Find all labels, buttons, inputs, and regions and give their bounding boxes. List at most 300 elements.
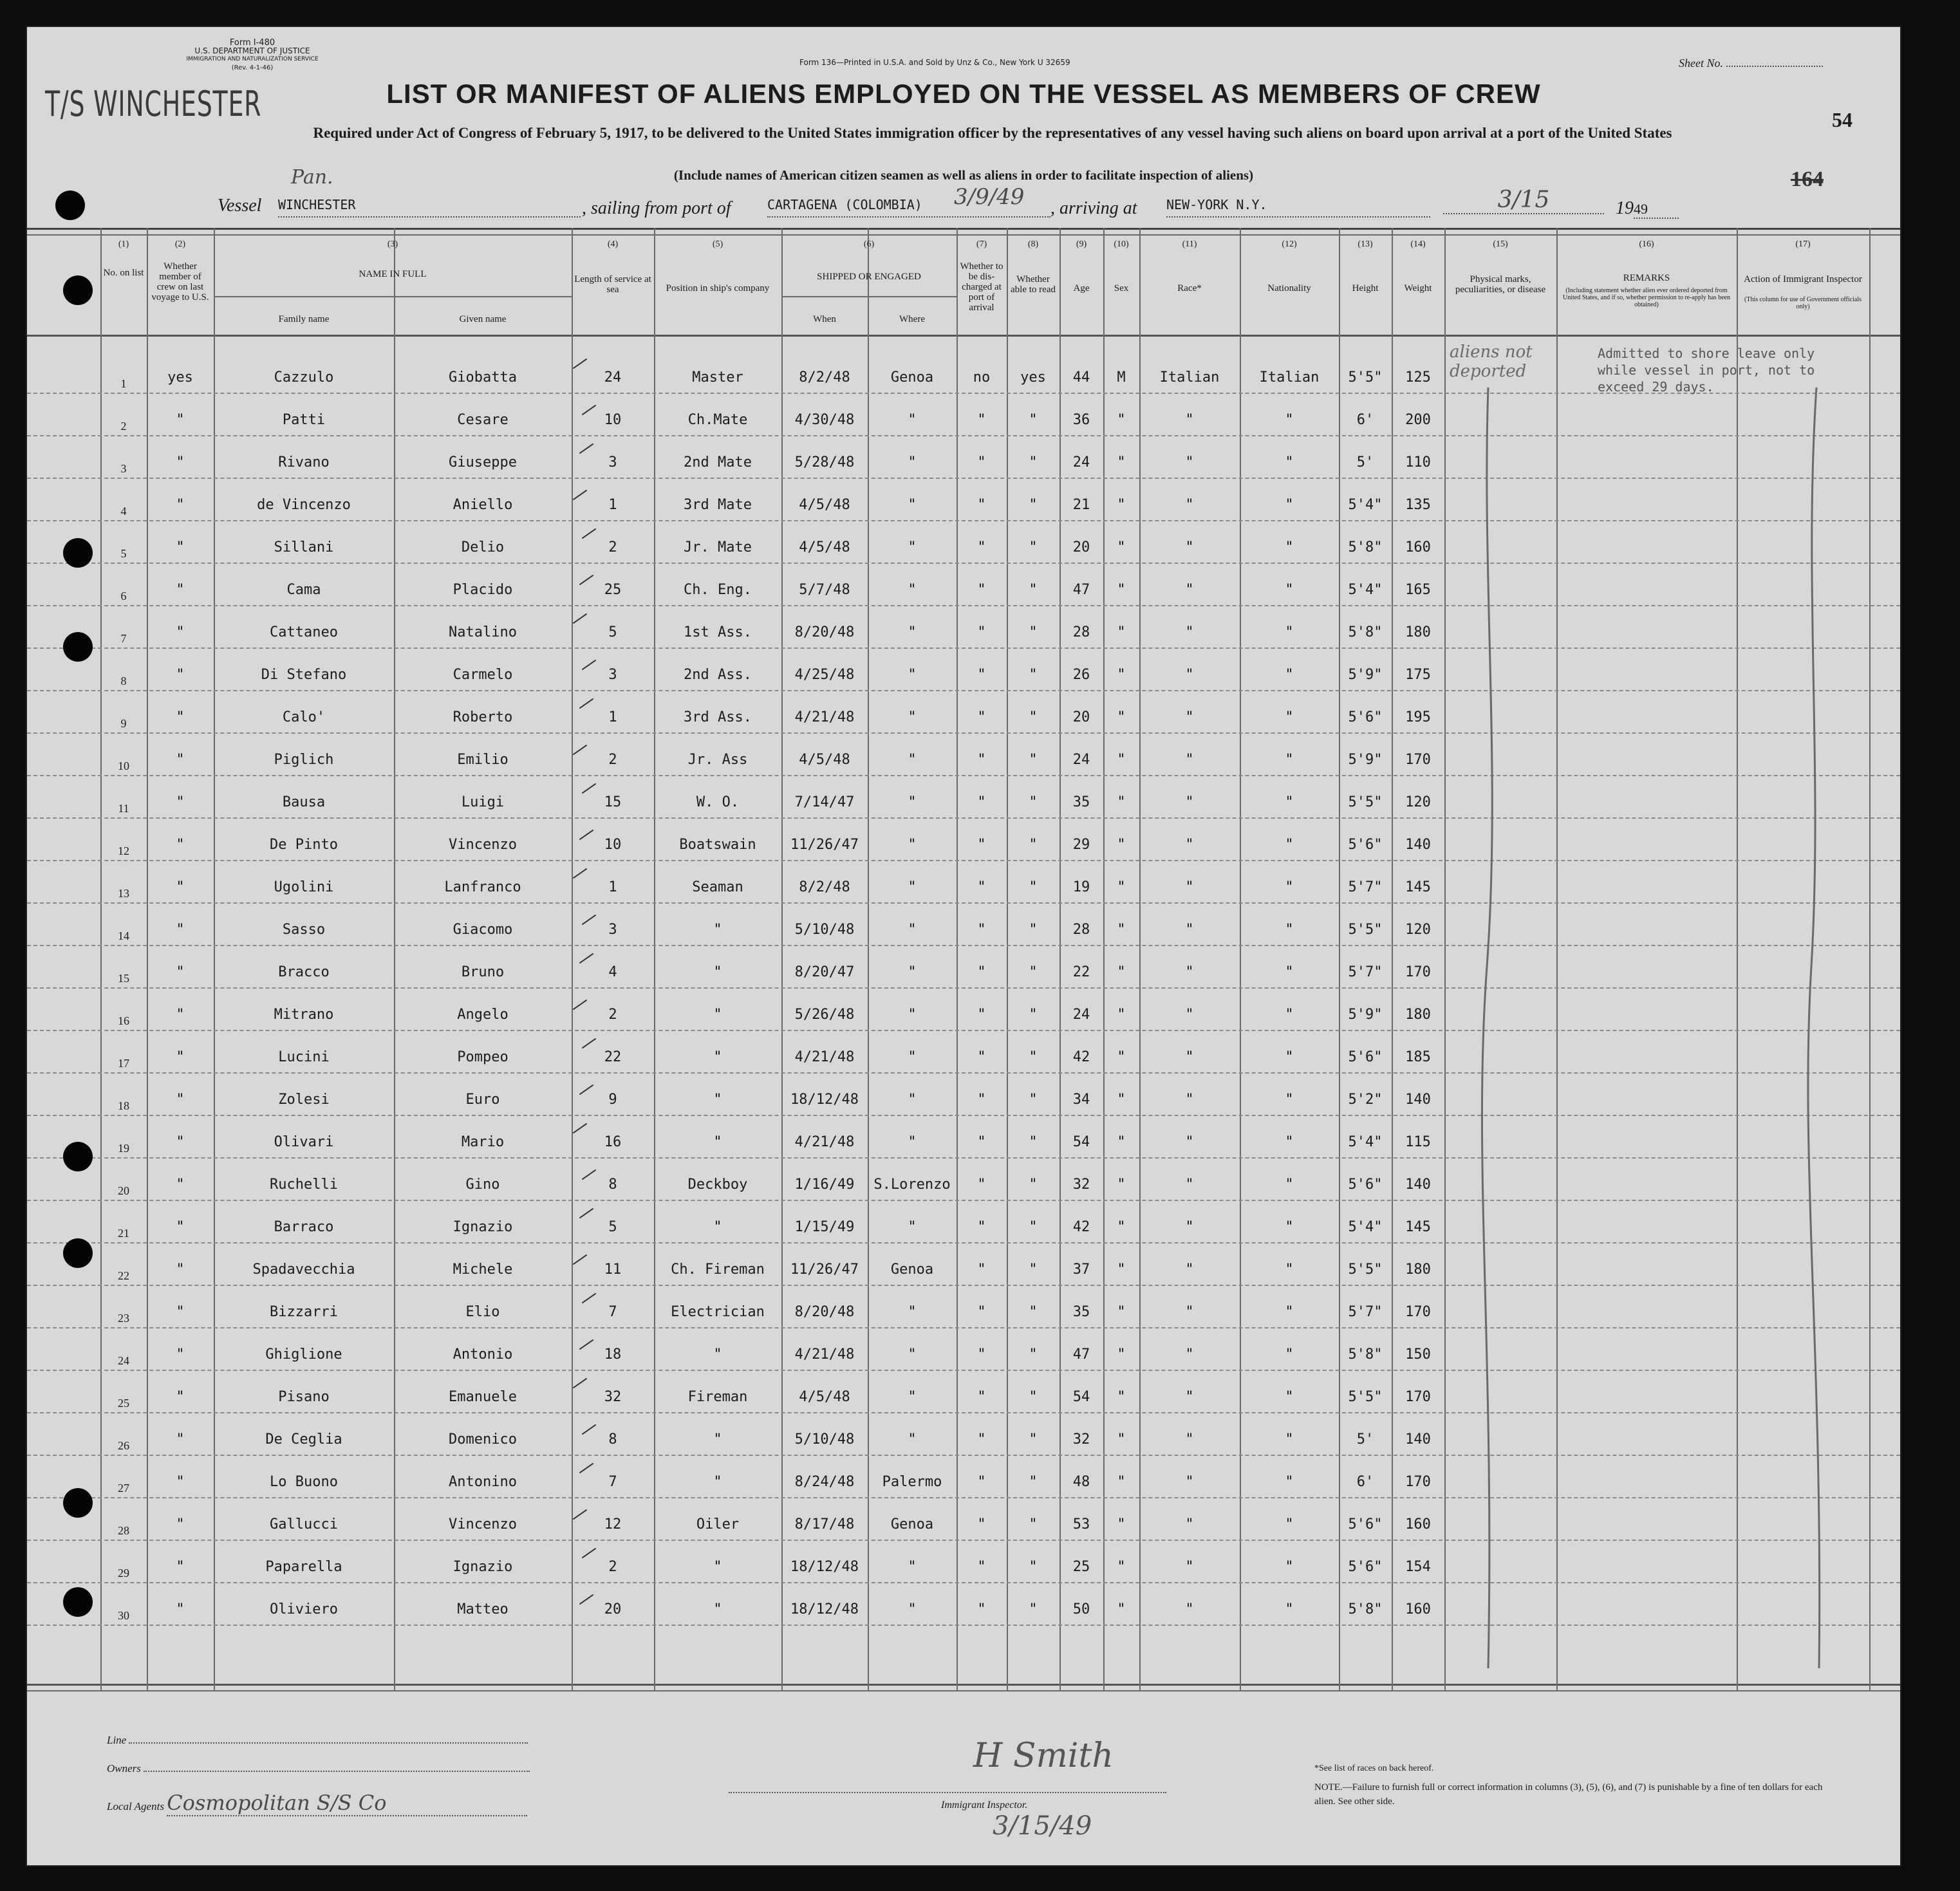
cell-position: Ch. Fireman: [671, 1262, 765, 1278]
cell-where: ": [908, 752, 917, 768]
cell-read: ": [1029, 667, 1038, 683]
cell-given: Giuseppe: [449, 454, 517, 470]
cell-where: Genoa: [890, 1516, 934, 1532]
cell-weight: 170: [1405, 752, 1431, 768]
cell-when: 5/10/48: [794, 922, 855, 938]
header-whether-member: Whether member of crew on last voyage to U.S.: [151, 261, 209, 303]
row-number: 16: [118, 1014, 129, 1027]
agents-field: [107, 1791, 527, 1816]
column-number: (17): [1795, 239, 1811, 249]
cell-when: 18/12/48: [790, 1601, 859, 1617]
cell-read: ": [1029, 1431, 1038, 1448]
year-field: [1616, 198, 1679, 219]
cell-disch: ": [977, 1346, 986, 1363]
cell-family: Bizzarri: [270, 1304, 338, 1320]
cell-nat: ": [1285, 1007, 1294, 1023]
check-mark: [582, 1038, 596, 1049]
row-number: 21: [118, 1227, 129, 1240]
cell-race: ": [1185, 582, 1194, 598]
cell-weight: 180: [1405, 624, 1431, 640]
cell-read: ": [1029, 1389, 1038, 1405]
cell-sex: ": [1117, 1092, 1126, 1108]
row-number: 14: [118, 929, 129, 942]
cell-disch: ": [977, 1474, 986, 1490]
cell-race: ": [1185, 964, 1194, 980]
penalty-note: NOTE.—Failure to furnish full or correct information in columns (3), (5), (6), and (7) is punishable by a fine of ten dollars for each alien. See other side.: [1314, 1782, 1823, 1807]
cell-height: 5'4": [1348, 1219, 1383, 1235]
cell-race: Italian: [1159, 369, 1220, 386]
header-where: Where: [899, 314, 925, 324]
header-sex: Sex: [1114, 283, 1129, 293]
check-mark: [573, 359, 587, 369]
row-number: 13: [118, 887, 129, 900]
cell-service: 1: [608, 497, 617, 513]
cell-disch: ": [977, 667, 986, 683]
column-number: (13): [1358, 239, 1373, 249]
row-number: 30: [118, 1609, 129, 1622]
cell-position: ": [713, 1092, 722, 1108]
cell-race: ": [1185, 794, 1194, 810]
cell-weight: 185: [1405, 1049, 1431, 1065]
table-bottom-rule-2: [27, 1690, 1900, 1691]
cell-weight: 135: [1405, 497, 1431, 513]
form-id-block: [169, 39, 336, 72]
cell-disch: ": [977, 837, 986, 853]
inspector-date: 3/15/49: [993, 1811, 1092, 1841]
punch-hole: [63, 1488, 93, 1518]
cell-when: 5/7/48: [799, 582, 850, 598]
cell-where: ": [908, 879, 917, 895]
arrival-port-text: NEW-YORK N.Y.: [1166, 197, 1267, 212]
cell-weight: 140: [1405, 1092, 1431, 1108]
cell-where: ": [908, 454, 917, 470]
cell-family: Barraco: [274, 1219, 334, 1235]
cell-position: Deckboy: [687, 1177, 748, 1193]
cell-nat: ": [1285, 1262, 1294, 1278]
cell-sex: ": [1117, 879, 1126, 895]
header-name-in-full: NAME IN FULL: [359, 269, 427, 279]
cell-weight: 140: [1405, 1177, 1431, 1193]
cell-position: 3rd Ass.: [684, 709, 752, 725]
cell-race: ": [1185, 1431, 1194, 1448]
cell-family: Di Stefano: [261, 667, 347, 683]
check-mark: [582, 783, 596, 794]
cell-nat: ": [1285, 582, 1294, 598]
cell-family: Cazzulo: [274, 369, 334, 386]
cell-when: 4/5/48: [799, 497, 850, 513]
cell-given: Antonio: [453, 1346, 513, 1363]
check-mark: [582, 1548, 596, 1559]
row-number: 29: [118, 1567, 129, 1579]
cell-service: 5: [608, 624, 617, 640]
cell-nat: ": [1285, 752, 1294, 768]
cell-position: Fireman: [687, 1389, 748, 1405]
cell-family: Sasso: [282, 922, 326, 938]
cell-when: 11/26/47: [790, 1262, 859, 1278]
cell-given: Ignazio: [453, 1219, 513, 1235]
table-row: [27, 987, 1900, 1030]
cell-read: ": [1029, 1007, 1038, 1023]
cell-weight: 115: [1405, 1134, 1431, 1150]
cell-weight: 165: [1405, 582, 1431, 598]
cell-height: 5'5": [1348, 1389, 1383, 1405]
cell-service: 10: [604, 412, 622, 428]
cell-age: 20: [1072, 709, 1090, 725]
column-number: (10): [1114, 239, 1129, 249]
cell-position: 1st Ass.: [684, 624, 752, 640]
cell-family: Ghiglione: [265, 1346, 342, 1363]
check-mark: [579, 1463, 593, 1474]
cell-race: ": [1185, 412, 1194, 428]
check-mark: [582, 1293, 596, 1304]
cell-given: Cesare: [457, 412, 509, 428]
cell-position: Seaman: [692, 879, 743, 895]
cell-service: 16: [604, 1134, 622, 1150]
row-number: 8: [120, 675, 127, 687]
cell-family: Calo': [282, 709, 326, 725]
cell-nat: ": [1285, 1346, 1294, 1363]
cell-service: 5: [608, 1219, 617, 1235]
cell-sex: ": [1117, 1219, 1126, 1235]
cell-where: ": [908, 1431, 917, 1448]
cell-service: 8: [608, 1431, 617, 1448]
cell-when: 4/25/48: [794, 667, 855, 683]
table-row: [27, 1242, 1900, 1285]
cell-family: Ruchelli: [270, 1177, 338, 1193]
cell-nat: ": [1285, 1219, 1294, 1235]
cell-given: Mario: [461, 1134, 505, 1150]
cell-sex: ": [1117, 1304, 1126, 1320]
column-number: (16): [1639, 239, 1654, 249]
cell-nat: ": [1285, 1601, 1294, 1617]
cell-given: Antonino: [449, 1474, 517, 1490]
table-row: [27, 817, 1900, 860]
cell-family: Lo Buono: [270, 1474, 338, 1490]
cell-service: 10: [604, 837, 622, 853]
cell-where: ": [908, 709, 917, 725]
cell-family: Sillani: [274, 539, 334, 555]
arrival-date: 3/15: [1443, 187, 1604, 214]
cell-when: 4/21/48: [794, 1134, 855, 1150]
cell-when: 8/2/48: [799, 879, 850, 895]
cell-where: ": [908, 667, 917, 683]
check-mark: [579, 1208, 593, 1219]
cell-member: ": [176, 1601, 185, 1617]
cell-sex: ": [1117, 1559, 1126, 1575]
cell-age: 22: [1072, 964, 1090, 980]
cell-disch: ": [977, 1219, 986, 1235]
cell-weight: 120: [1405, 794, 1431, 810]
cell-age: 53: [1072, 1516, 1090, 1532]
cell-sex: ": [1117, 709, 1126, 725]
cell-family: Bausa: [282, 794, 326, 810]
cell-race: ": [1185, 1219, 1194, 1235]
cell-race: ": [1185, 1389, 1194, 1405]
cell-weight: 125: [1405, 369, 1431, 386]
cell-age: 25: [1072, 1559, 1090, 1575]
cell-position: ": [713, 1346, 722, 1363]
cell-given: Angelo: [457, 1007, 509, 1023]
cell-where: ": [908, 1134, 917, 1150]
header-bottom-rule: [27, 335, 1900, 337]
cell-where: Genoa: [890, 369, 934, 386]
header-race: Race*: [1177, 283, 1202, 293]
cell-nat: ": [1285, 1304, 1294, 1320]
row-number: 2: [120, 420, 127, 433]
cell-given: Roberto: [453, 709, 513, 725]
sheet-label-text: Sheet No.: [1679, 57, 1723, 70]
cell-read: ": [1029, 412, 1038, 428]
row-number: 22: [118, 1269, 129, 1282]
row-number: 9: [120, 717, 127, 730]
cell-given: Vincenzo: [449, 837, 517, 853]
cell-when: 8/2/48: [799, 369, 850, 386]
cell-weight: 145: [1405, 1219, 1431, 1235]
cell-given: Delio: [461, 539, 505, 555]
cell-position: Ch.Mate: [687, 412, 748, 428]
check-mark: [573, 868, 587, 879]
year-prefix: 19: [1616, 198, 1634, 218]
cell-position: Oiler: [696, 1516, 740, 1532]
table-row: [27, 563, 1900, 605]
row-number: 28: [118, 1524, 129, 1537]
cell-sex: ": [1117, 1431, 1126, 1448]
cell-nat: ": [1285, 837, 1294, 853]
cell-family: Gallucci: [270, 1516, 338, 1532]
table-row: [27, 902, 1900, 945]
action-ditto-line: [1791, 387, 1842, 1675]
cell-height: 5'5": [1348, 369, 1383, 386]
column-number: (6): [863, 239, 875, 249]
row-number: 12: [118, 844, 129, 857]
cell-nat: ": [1285, 497, 1294, 513]
cell-weight: 145: [1405, 879, 1431, 895]
cell-where: Genoa: [890, 1262, 934, 1278]
cell-race: ": [1185, 1262, 1194, 1278]
cell-nat: ": [1285, 1092, 1294, 1108]
row-number: 1: [120, 377, 127, 390]
cell-age: 28: [1072, 922, 1090, 938]
cell-read: ": [1029, 1049, 1038, 1065]
cell-disch: ": [977, 497, 986, 513]
table-row: [27, 520, 1900, 563]
cell-family: Oliviero: [270, 1601, 338, 1617]
cell-when: 8/20/47: [794, 964, 855, 980]
cell-race: ": [1185, 837, 1194, 853]
cell-nat: ": [1285, 964, 1294, 980]
cell-height: 5'6": [1348, 1559, 1383, 1575]
cell-weight: 154: [1405, 1559, 1431, 1575]
cell-service: 1: [608, 879, 617, 895]
cell-weight: 170: [1405, 1389, 1431, 1405]
cell-when: 4/30/48: [794, 412, 855, 428]
cell-read: ": [1029, 1474, 1038, 1490]
cell-nat: ": [1285, 1559, 1294, 1575]
table-row: [27, 1115, 1900, 1157]
cell-sex: ": [1117, 752, 1126, 768]
cell-race: ": [1185, 454, 1194, 470]
cell-sex: M: [1117, 369, 1126, 386]
cell-weight: 180: [1405, 1262, 1431, 1278]
cell-given: Elio: [465, 1304, 500, 1320]
cell-nat: Italian: [1259, 369, 1320, 386]
cell-when: 7/14/47: [794, 794, 855, 810]
cell-position: ": [713, 1134, 722, 1150]
remarks-note-header: (Including statement whether alien ever ordered deported from United States, and if so, whether permission to re-apply has been obtained): [1563, 287, 1730, 308]
cell-sex: ": [1117, 624, 1126, 640]
cell-where: Palermo: [882, 1474, 942, 1490]
column-number: (14): [1410, 239, 1426, 249]
table-row: [27, 1497, 1900, 1540]
cell-disch: ": [977, 752, 986, 768]
cell-given: Emilio: [457, 752, 509, 768]
cell-disch: ": [977, 1304, 986, 1320]
table-row: [27, 690, 1900, 732]
cell-height: 5'4": [1348, 497, 1383, 513]
cell-service: 24: [604, 369, 622, 386]
physical-marks-ditto-line: [1469, 387, 1520, 1675]
row-number: 15: [118, 972, 129, 985]
cell-family: De Ceglia: [265, 1431, 342, 1448]
cell-member: ": [176, 1219, 185, 1235]
cell-weight: 160: [1405, 1516, 1431, 1532]
cell-height: 5'6": [1348, 1177, 1383, 1193]
cell-nat: ": [1285, 1431, 1294, 1448]
cell-weight: 170: [1405, 1474, 1431, 1490]
cell-when: 1/15/49: [794, 1219, 855, 1235]
table-row: [27, 860, 1900, 902]
agents-label: Local Agents: [107, 1800, 164, 1812]
cell-given: Natalino: [449, 624, 517, 640]
cell-when: 8/17/48: [794, 1516, 855, 1532]
department-name: U.S. DEPARTMENT OF JUSTICE: [194, 46, 310, 55]
cell-read: ": [1029, 922, 1038, 938]
cell-service: 22: [604, 1049, 622, 1065]
row-number: 6: [120, 590, 127, 602]
act-subtitle: Required under Act of Congress of February 5, 1917, to be delivered to the United States immigration officer by the representatives of any vessel having such aliens on board upon arrival at a port of the United States: [313, 125, 1672, 141]
cell-sex: ": [1117, 497, 1126, 513]
cell-disch: ": [977, 1262, 986, 1278]
cell-given: Pompeo: [457, 1049, 509, 1065]
cell-race: ": [1185, 1049, 1194, 1065]
cell-read: ": [1029, 624, 1038, 640]
cell-service: 2: [608, 539, 617, 555]
cell-read: ": [1029, 709, 1038, 725]
cell-read: ": [1029, 837, 1038, 853]
cell-disch: ": [977, 1092, 986, 1108]
cell-height: 5'6": [1348, 709, 1383, 725]
cell-member: ": [176, 879, 185, 895]
cell-when: 1/16/49: [794, 1177, 855, 1193]
form-revision: (Rev. 4-1-46): [231, 64, 274, 71]
check-mark: [573, 613, 587, 624]
cell-weight: 175: [1405, 667, 1431, 683]
header-family-name: Family name: [278, 314, 330, 324]
cell-where: ": [908, 922, 917, 938]
cell-race: ": [1185, 1516, 1194, 1532]
column-number: (9): [1076, 239, 1087, 249]
row-rule: [27, 1625, 1900, 1626]
header-given-name: Given name: [459, 314, 507, 324]
table-row: [27, 775, 1900, 817]
cell-where: ": [908, 794, 917, 810]
header-discharged: Whether to be dis-charged at port of arrival: [960, 261, 1003, 313]
cell-family: Cama: [286, 582, 321, 598]
cell-height: 6': [1356, 412, 1374, 428]
cell-age: 54: [1072, 1134, 1090, 1150]
cell-when: 8/24/48: [794, 1474, 855, 1490]
cell-member: yes: [167, 369, 193, 386]
cell-disch: ": [977, 1559, 986, 1575]
cell-height: 5'2": [1348, 1092, 1383, 1108]
table-row: [27, 1582, 1900, 1625]
row-number: 19: [118, 1142, 129, 1155]
cell-position: Electrician: [671, 1304, 765, 1320]
table-row: [27, 945, 1900, 987]
cell-read: ": [1029, 1516, 1038, 1532]
cell-position: ": [713, 1474, 722, 1490]
line-value: [129, 1742, 528, 1744]
cell-sex: ": [1117, 1474, 1126, 1490]
row-number: 5: [120, 547, 127, 560]
cell-race: ": [1185, 1346, 1194, 1363]
cell-member: ": [176, 624, 185, 640]
cell-family: Olivari: [274, 1134, 334, 1150]
cell-member: ": [176, 964, 185, 980]
manifest-page: [27, 27, 1900, 1865]
cell-when: 4/21/48: [794, 1346, 855, 1363]
cell-given: Placido: [453, 582, 513, 598]
cell-nat: ": [1285, 667, 1294, 683]
cell-height: 5'8": [1348, 1601, 1383, 1617]
cell-age: 50: [1072, 1601, 1090, 1617]
cell-when: 4/5/48: [799, 752, 850, 768]
cell-position: ": [713, 1007, 722, 1023]
cell-disch: ": [977, 624, 986, 640]
cell-family: Spadavecchia: [252, 1262, 355, 1278]
cell-where: ": [908, 539, 917, 555]
cell-height: 5'9": [1348, 667, 1383, 683]
cell-nat: ": [1285, 879, 1294, 895]
cell-where: ": [908, 1346, 917, 1363]
cell-given: Carmelo: [453, 667, 513, 683]
sheet-label: [1679, 57, 1823, 70]
header-nationality: Nationality: [1267, 283, 1311, 293]
header-weight: Weight: [1404, 283, 1432, 293]
cell-given: Lanfranco: [444, 879, 521, 895]
row-number: 23: [118, 1312, 129, 1325]
cell-service: 18: [604, 1346, 622, 1363]
cell-member: ": [176, 1304, 185, 1320]
table-row: [27, 605, 1900, 647]
cell-nat: ": [1285, 1389, 1294, 1405]
cell-weight: 120: [1405, 922, 1431, 938]
cell-read: ": [1029, 454, 1038, 470]
cell-weight: 140: [1405, 837, 1431, 853]
cell-sex: ": [1117, 1262, 1126, 1278]
row-number: 18: [118, 1099, 129, 1112]
cell-member: ": [176, 922, 185, 938]
cell-race: ": [1185, 539, 1194, 555]
cell-position: Jr. Mate: [684, 539, 752, 555]
cell-read: ": [1029, 752, 1038, 768]
cell-service: 3: [608, 454, 617, 470]
line-field: [107, 1734, 528, 1747]
cell-weight: 200: [1405, 412, 1431, 428]
inspector-label: Immigrant Inspector.: [941, 1800, 1028, 1811]
cell-member: ": [176, 539, 185, 555]
cell-sex: ": [1117, 667, 1126, 683]
